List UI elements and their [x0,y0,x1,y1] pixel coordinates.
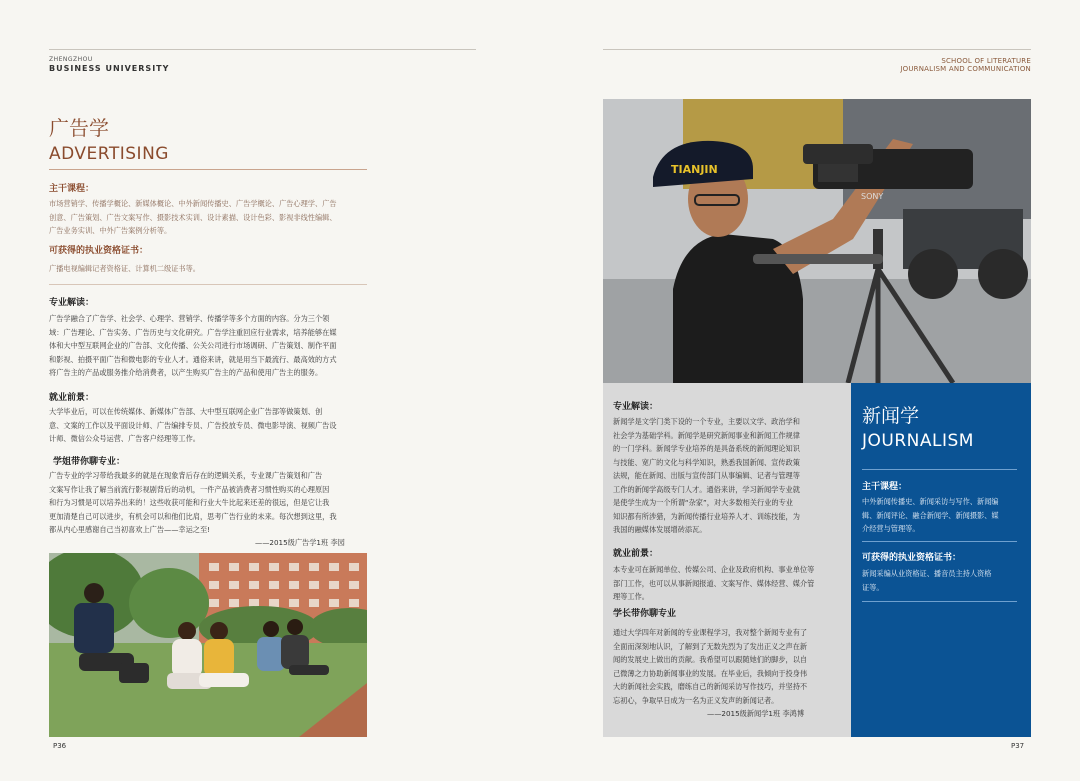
cert-heading: 可获得的执业资格证书： [49,246,149,256]
title-divider [862,469,1017,470]
text-line: 辑、新闻评论、融合新闻学、新闻摄影、媒 [862,510,999,520]
talk-text [49,469,369,537]
brand-small: ZHENGZHOU [49,56,93,63]
page-title-cn: 新闻学 [862,405,920,427]
main-courses-heading: 主干课程： [49,184,95,194]
text-line: 域：广告理论、广告实务、广告历史与文化研究。广告学注重回应行业需求，培养能够在媒 [49,327,337,337]
page-title-cn: 广告学 [49,116,109,140]
text-line: 计师、微信公众号运营、广告客户经理等工作。 [49,434,200,443]
interp-heading: 专业解读： [613,402,659,412]
text-line: 和行为习惯是可以培养出来的！这些收获可能和行业大牛比起来还差的很远，但是它让我 [49,498,330,507]
cert-heading: 可获得的执业资格证书： [862,553,962,563]
main-courses-text [49,197,369,238]
text-line: 都从内心里感谢自己当初喜欢上广告——幸运之至! [49,525,211,534]
text-line: 大学毕业后，可以在传统媒体、新媒体广告部、大中型互联网企业广告部等做策划、创 [49,407,323,416]
talk-signature: ——2015级广告学1班 李园 [255,538,345,547]
talk-heading: 学姐带你聊专业： [53,457,126,467]
text-line: 体和大中型互联网企业的广告部、文化传播、公关公司进行市场调研、广告策划、制作平面 [49,341,337,350]
text-line: 大的新闻社会实践，磨练自己的新闻采访写作技巧，并坚持不 [613,682,808,691]
brand-name: BUSINESS UNIVERSITY [49,64,170,73]
page-number: P36 [53,742,67,750]
text-line: 市场营销学、传播学概论、新媒体概论、中外新闻传播史、广告学概论、广告心理学、广告 [49,199,337,208]
cert-text [862,567,1020,594]
cameraman-photo-illustration [603,99,1031,383]
text-line: 新闻学是文学门类下设的一个专业，主要以文学、政治学和 [613,417,800,426]
text-line: 本专业可在新闻单位、传媒公司、企业及政府机构、事业单位等 [613,565,815,574]
journalism-info-panel [603,383,851,737]
text-line: 是使学生成为一个所谓“杂家”，对大多数相关行业的专业 [613,498,793,507]
text-line: 新闻采编从业资格证、播音员主持人资格 [862,569,992,578]
page-title-en: ADVERTISING [49,144,169,164]
cap-logo-text: TIANJIN [671,163,718,176]
talk-text [613,626,841,707]
talk-signature: ——2015级新闻学1班 李鸿博 [707,709,805,718]
section-divider [862,541,1017,542]
section-divider [49,284,367,285]
text-line: 文案写作让我了解当前流行影视剧背后的动机，一件产品被消费者习惯性购买的心理原因 [49,484,330,494]
career-heading: 就业前景： [49,393,95,403]
text-line: 我国的融媒体发展增砖添瓦。 [613,525,707,534]
career-text [613,563,841,604]
page-title-en: JOURNALISM [862,431,974,451]
text-line: 与技能、宽广的文化与科学知识，熟悉我国新闻、宣传政策 [613,457,800,467]
text-line: 理等工作。 [613,592,649,601]
text-line: 广告业务实训、中外广告案例分析等。 [49,226,172,235]
text-line: 全面而深刻地认识，了解到了无数先烈为了发出正义之声在新 [613,641,808,651]
school-line: SCHOOL OF LITERATURE [941,57,1031,65]
top-rule [603,49,1031,50]
camera-brand-text: SONY [861,192,884,201]
text-line: 通过大学四年对新闻的专业课程学习，我对整个新闻专业有了 [613,628,808,637]
interp-text [49,312,369,380]
text-line: 部门工作，也可以从事新闻报道、文案写作、媒体经营、媒介管 [613,578,815,588]
main-courses-text [862,495,1020,536]
text-line: 和影视、拍摄平面广告和微电影的专业人才。通俗来讲，就是用当下最流行、最高效的方式 [49,354,337,364]
title-divider [49,169,367,170]
students-photo [49,553,367,737]
text-line: 广告专业的学习带给我最多的就是在现象背后存在的逻辑关系，专业课广告策划和广告 [49,471,323,480]
text-line: 己微薄之力协助新闻事业的发展。在毕业后，我倾向于投身伟 [613,668,808,678]
interp-heading: 专业解读： [49,298,95,308]
text-line: 将广告主的产品或服务推介给消费者，以产生购买广告主的产品和使用广告主的服务。 [49,368,323,377]
students-photo-illustration [49,553,367,737]
text-line: 社会学为基础学科。新闻学是研究新闻事业和新闻工作规律 [613,430,800,440]
text-line: 证等。 [862,582,884,592]
cameraman-photo [603,99,1031,383]
text-line: 创意、广告策划、广告文案写作、摄影技术实训、设计素描、设计色彩、影视非线性编辑、 [49,212,337,222]
section-divider [862,601,1017,602]
career-heading: 就业前景： [613,549,659,559]
text-line: 的一门学科。新闻学专业培养的是具备系统的新闻理论知识 [613,444,800,453]
text-line: 工作的新闻学高级专门人才。通俗来讲，学习新闻学专业就 [613,484,800,494]
text-line: 意、文案的工作以及平面设计师、广告编排专员、广告投放专员、微电影导演、视频广告设 [49,420,337,430]
cert-text: 广播电视编辑记者资格证、计算机二级证书等。 [49,264,200,273]
interp-text [613,415,841,537]
journalism-title-panel [851,383,1031,737]
text-line: 知识都有所涉猎，为新闻传播行业培养人才、训练技能，为 [613,511,800,521]
text-line: 更加清楚自己可以进步，有机会可以和他们比肩，思考广告行业的未来。每次想到这里，我 [49,511,337,521]
page-number: P37 [1011,742,1025,750]
text-line: 闻的发展史上做出的贡献。我希望可以跟随她们的脚步，以自 [613,655,808,664]
text-line: 忘初心，争取早日成为一名为正义发声的新闻记者。 [613,695,779,705]
top-rule [49,49,476,50]
text-line: 广告学融合了广告学、社会学、心理学、营销学、传播学等多个方面的内容。分为三个领 [49,314,330,323]
school-name [900,57,1031,73]
talk-heading: 学长带你聊专业 [613,609,677,619]
career-text [49,405,369,446]
main-courses-heading: 主干课程： [862,482,908,492]
text-line: 介经营与管理等。 [862,524,920,533]
school-line: JOURNALISM AND COMMUNICATION [900,65,1031,73]
text-line: 中外新闻传播史、新闻采访与写作、新闻编 [862,497,999,506]
text-line: 法规，能在新闻、出版与宣传部门从事编辑、记者与管理等 [613,471,800,480]
